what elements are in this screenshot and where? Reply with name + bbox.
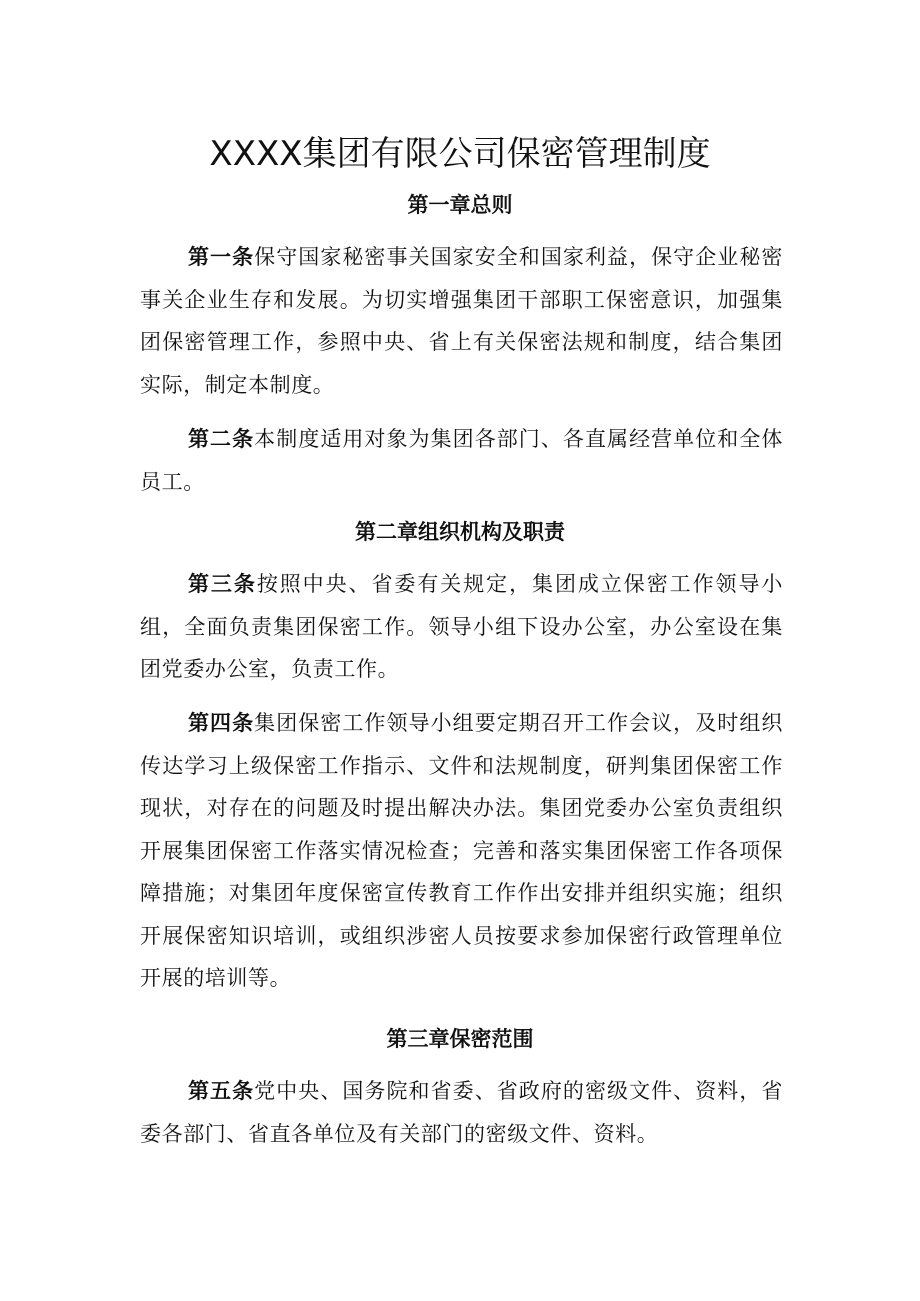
article-2 bbox=[140, 418, 783, 503]
article-4-text: 集团保密工作领导小组要定期召开工作会议，及时组织传达学习上级保密工作指示、文件和法规制度，研判集团保密工作现状，对存在的问题及时提出解决办法。集团党委办公室负责组织开展集团保密工作落实情况检查；完善和落实集团保密工作各项保障措施；对集团年度保密宣传教育工作作出安排并组织实施；组织开展保密知识培训，或组织涉密人员按要求参加保密行政管理单位开展的培训等。 bbox=[140, 711, 783, 990]
chapter-1-heading: 第一章总则 bbox=[407, 193, 513, 217]
article-2-text: 本制度适用对象为集团各部门、各直属经营单位和全体员工。 bbox=[140, 427, 783, 494]
article-4-head: 第四条 bbox=[188, 711, 255, 735]
document-title: XXXX集团有限公司保密管理制度 bbox=[209, 134, 711, 174]
article-5-text: 党中央、国务院和省委、省政府的密级文件、资料，省委各部门、省直各单位及有关部门的密级文件、资料。 bbox=[140, 1079, 783, 1146]
article-4 bbox=[140, 702, 783, 1000]
article-1 bbox=[140, 236, 783, 406]
article-5 bbox=[140, 1070, 783, 1155]
chapter-2-heading: 第二章组织机构及职责 bbox=[355, 520, 565, 544]
article-3-text: 按照中央、省委有关规定，集团成立保密工作领导小组，全面负责集团保密工作。领导小组下设办公室，办公室设在集团党委办公室，负责工作。 bbox=[140, 572, 783, 681]
article-3-head: 第三条 bbox=[188, 572, 257, 596]
chapter-3-heading: 第三章保密范围 bbox=[386, 1027, 534, 1051]
article-5-head: 第五条 bbox=[188, 1079, 255, 1103]
article-3 bbox=[140, 563, 783, 691]
article-1-head: 第一条 bbox=[188, 245, 255, 269]
article-2-head: 第二条 bbox=[188, 427, 255, 451]
article-1-text: 保守国家秘密事关国家安全和国家利益，保守企业秘密事关企业生存和发展。为切实增强集团干部职工保密意识，加强集团保密管理工作，参照中央、省上有关保密法规和制度，结合集团实际，制定本制度。 bbox=[140, 245, 783, 397]
